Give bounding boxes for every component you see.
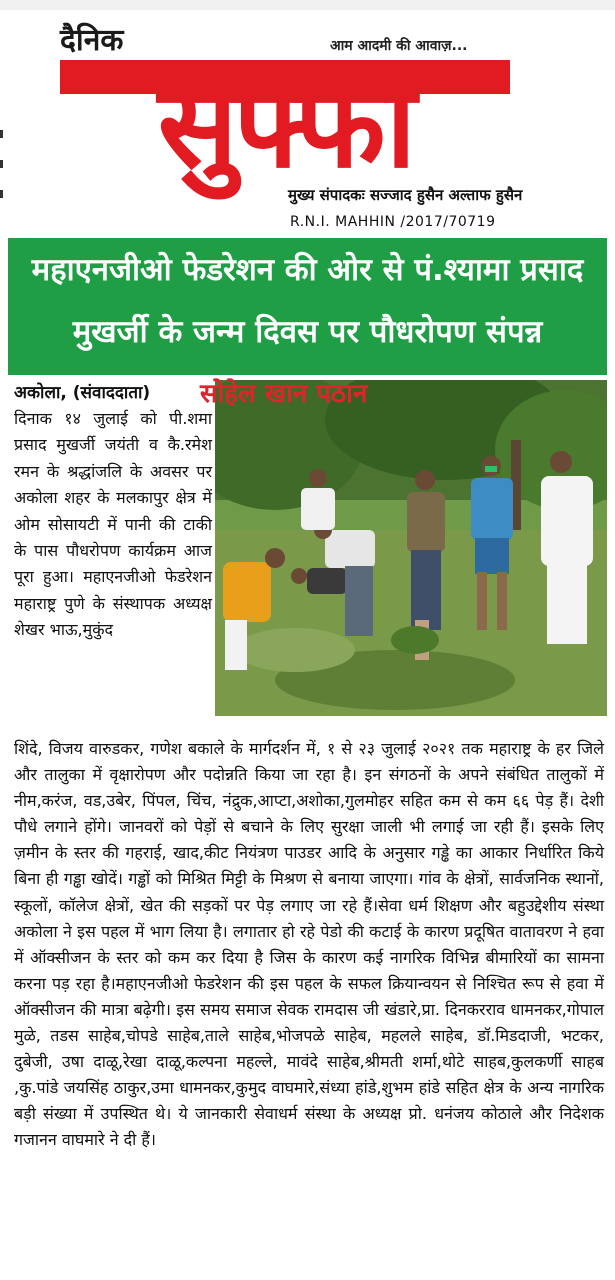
plantation-photo <box>215 380 607 716</box>
newspaper-masthead <box>0 10 615 235</box>
headline-banner <box>8 238 607 375</box>
masthead-prefix: दैनिक <box>60 23 124 58</box>
masthead-tagline: आम आदमी की आवाज़... <box>330 38 468 54</box>
article-left-column <box>14 406 212 644</box>
body-text: शिंदे, विजय वारुडकर, गणेश बकाले के मार्गदर्शन में, १ से २३ जुलाई २०२१ तक महाराष्ट्र के हर जिले और तालुका में वृक्षारोपण और पदोन्नति किया जा रहा है। इन संगठनों के अपने संबंधित तालुकों में नीम,करंज, वड,उबेर, पिंपल, चिंच, नंद्रुक,आप्टा,अशोका,गुलमोहर सहित कम से कम ६६ पेड़ हैं। देशी पौधे लगाने होंगे। जानवरों को पेड़ों से बचाने के लिए सुरक्षा जाली भी लगाई जा रही हैं। इसके लिए ज़मीन के स्तर की गहराई, खाद,कीट नियंत्रण पाउडर आदि के अनुसार गड्ढे का आकार निर्धारित किये बिना ही गड्ढा खोदें। गड्ढों को मिश्रित मिट्टी के मिश्रण से बनाया जाएगा। गांव के क्षेत्रों, सार्वजनिक स्थानों, स्कूलों, कॉलेज क्षेत्रों, खेत की सड़कों पर पेड़ लगाए जा रहे हैं।सेवा धर्म शिक्षण और बहुउद्देशीय संस्था अकोला ने इस पहल में भाग लिया है। लगातार हो रहे पेडो की कटाई के कारण प्रदूषित वातावरण ने हवा में ऑक्सीजन के स्तर को कम कर दिया है जिस के कारण कई नागरिक विभिन्न बीमारियों का सामना करना पड़ रहा है।महाएनजीओ फेडरेशन की इस पहल के सफल क्रियान्वयन से निश्चित रूप से हवा में ऑक्सीजन की मात्रा बढ़ेगी। इस समय समाज सेवक रामदास जी खंडारे,प्रा. दिनकरराव धामनकर,गोपाल मुळे, तडस साहेब,चोपडे साहेब,ताले साहेब,भोजपळे साहेब, महलले साहेब, डॉ.मिडदाजी, भटकर, दुबेजी, उषा दाळू,रेखा दाळू,कल्पना महल्ले, मावंदे साहेब,श्रीमती शर्मा,थोटे साहब,कुलकर्णी साहब ,कु.पांडे जयसिंह ठाकुर,उमा धामनकर,कुमुद वाघमारे,संध्या हांडे,शुभम हांडे सहित क्षेत्र के अन्य नागरिक बड़ी संख्या में उपस्थित थे। ये जानकारी सेवाधर्म संस्था के अध्यक्ष प्रो. धनंजय कोठाले और निदेशक गजानन वाघमारे ने दी हैं। <box>14 739 604 1150</box>
news-clipping <box>8 238 607 1272</box>
rni-number: R.N.I. MAHHIN /2017/70719 <box>290 214 496 230</box>
photo-illustration <box>215 380 607 716</box>
article-body <box>14 736 604 1154</box>
reporter-name: सोहेल खान पठान <box>200 379 368 409</box>
margin-marks <box>0 130 4 220</box>
newspaper-logo <box>60 56 510 194</box>
headline-line-1: महाएनजीओ फेडरेशन की ओर से पं.श्यामा प्रसाद <box>31 252 584 288</box>
dateline: अकोला, (संवाददाता) <box>14 383 151 403</box>
newspaper-name: सुफ्फा <box>157 56 413 194</box>
left-column-text: दिनाक १४ जुलाई को पी.शमा प्रसाद मुखर्जी जयंती व कै.रमेश रमन के श्रद्धांजलि के अवसर पर अकोला शहर के मलकापुर क्षेत्र में ओम सोसायटी में पानी की टाकी के पास पौधरोपण कार्यक्रम आज पूरा हुआ। महाएनजीओ फेडरेशन महाराष्ट्र पुणे के संस्थापक अध्यक्ष शेखर भाऊ,मुकुंद <box>14 409 212 640</box>
chief-editor-line: मुख्य संपादकः सज्जाद हुसैन अल्ताफ हुसैन <box>288 186 523 204</box>
headline-line-2: मुखर्जी के जन्म दिवस पर पौधरोपण संपन्न <box>72 314 543 350</box>
